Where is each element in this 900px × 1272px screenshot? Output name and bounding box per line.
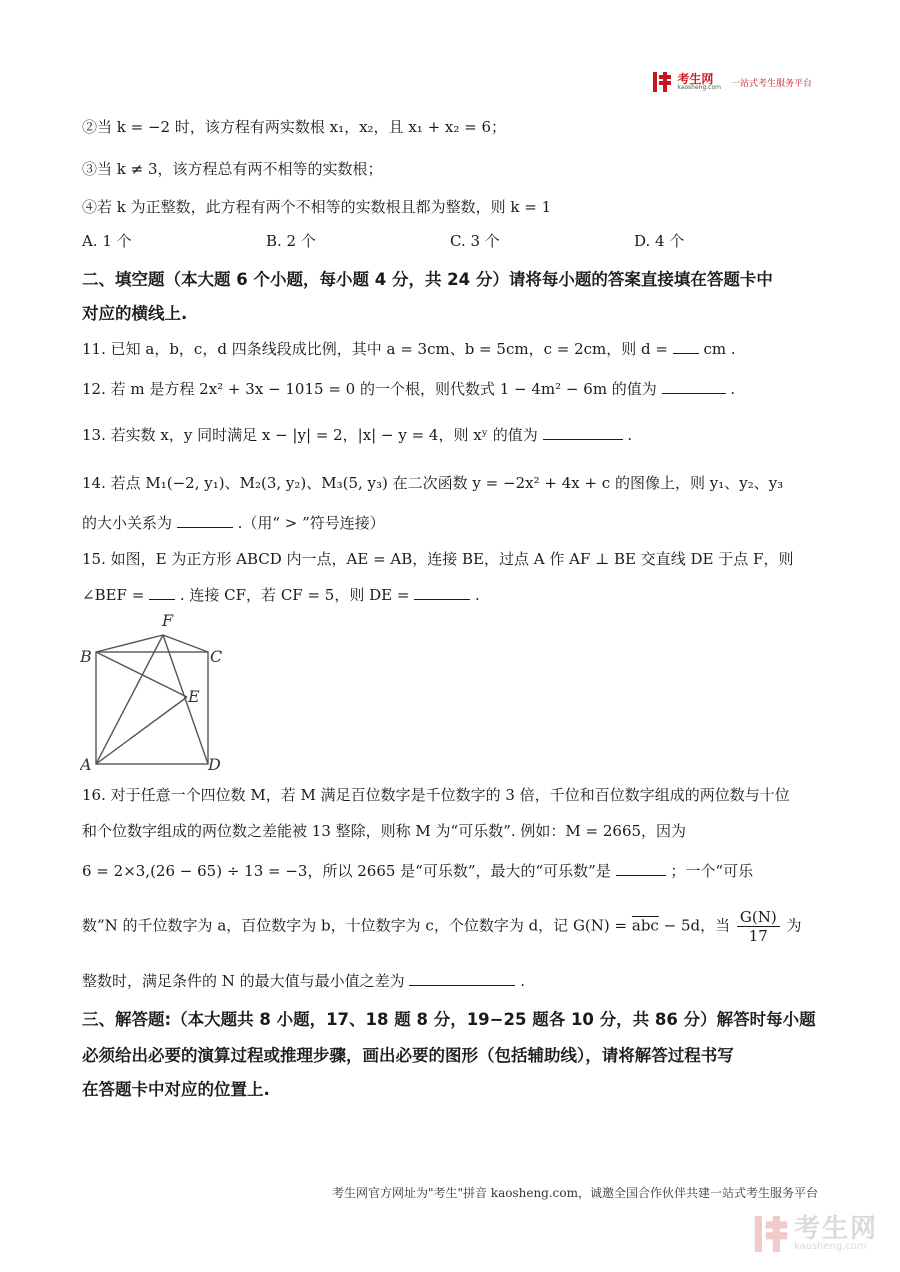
question-16-line2: 和个位数字组成的两位数之差能被 13 整除，则称 M 为“可乐数”. 例如：M = 2665，因为: [82, 822, 687, 840]
section2-title-line1: 二、填空题（本大题 6 个小题，每小题 4 分，共 24 分）请将每小题的答案直接填在答题卡中: [82, 270, 773, 289]
label-c: C: [210, 647, 223, 666]
q15-angle-blank[interactable]: [149, 585, 175, 600]
label-e: E: [188, 687, 200, 706]
label-f: F: [162, 612, 174, 630]
option-d: D. 4 个: [634, 232, 685, 250]
q13-end: .: [627, 426, 633, 444]
logo-url: kaosheng.com: [677, 84, 721, 91]
answer-options: [82, 230, 818, 251]
q11-text: 11. 已知 a，b，c，d 四条线段成比例，其中 a = 3cm、b = 5cm，c = 2cm，则 d =: [82, 340, 668, 358]
watermark: [754, 1216, 878, 1252]
watermark-url: kaosheng.com: [793, 1241, 867, 1252]
section3-title-line2: 必须给出必要的演算过程或推理步骤，画出必要的图形（包括辅助线），请将解答过程书写: [82, 1046, 734, 1065]
q16-example-text: 6 = 2×3,(26 − 65) ÷ 13 = −3，所以 2665 是“可乐数”，最大的“可乐数”是: [82, 862, 611, 880]
q16-max-blank[interactable]: [616, 861, 666, 876]
q15-cf-text: . 连接 CF，若 CF = 5，则 DE =: [179, 586, 410, 604]
segment-fd: [163, 635, 208, 764]
choice-item-4: ④若 k 为正整数，此方程有两个不相等的实数根且都为整数，则 k = 1: [82, 198, 552, 216]
question-16-line5: [82, 970, 818, 991]
q16-diff-text: 整数时，满足条件的 N 的最大值与最小值之差为: [82, 972, 405, 990]
watermark-logo-icon: [754, 1216, 788, 1252]
option-b: B. 2 个: [266, 232, 316, 250]
square-abcd: [96, 652, 208, 764]
q14-text: 的大小关系为: [82, 514, 173, 532]
choice-item-3: ③当 k ≠ 3，该方程总有两不相等的实数根；: [82, 160, 383, 178]
watermark-name: 考生网: [793, 1214, 878, 1244]
segment-bf: [96, 635, 163, 652]
q13-text: 13. 若实数 x，y 同时满足 x − |y| = 2，|x| − y = 4，则 xʸ 的值为: [82, 426, 538, 444]
square-geometry-figure: [80, 612, 240, 772]
question-15-line1: 15. 如图，E 为正方形 ABCD 内一点，AE = AB，连接 BE，过点 A 作 AF ⊥ BE 交直线 DE 于点 F，则: [82, 550, 794, 568]
label-a: A: [80, 755, 92, 772]
q15-end: .: [475, 586, 480, 604]
section2-title-line2: 对应的横线上.: [82, 304, 188, 323]
question-16-line1: 16. 对于任意一个四位数 M，若 M 满足百位数字是千位数字的 3 倍，千位和百位数字组成的两位数与十位: [82, 786, 790, 804]
q16-abc-overline: $\overline{abc}$: [631, 916, 659, 935]
q12-end: .: [730, 380, 736, 398]
q15-angle-text: ∠BEF =: [82, 586, 145, 604]
fraction-denominator: 17: [748, 927, 768, 945]
label-d: D: [208, 755, 221, 772]
header-logo: [653, 72, 812, 92]
q16-continue: ；一个“可乐: [670, 862, 754, 880]
label-b: B: [80, 647, 92, 666]
q14-answer-blank[interactable]: [177, 513, 233, 528]
choice-item-2: ②当 k = −2 时，该方程有两实数根 x₁，x₂，且 x₁ + x₂ = 6；: [82, 118, 507, 136]
section3-title-line3: 在答题卡中对应的位置上.: [82, 1080, 270, 1099]
section3-title-line1: 三、解答题:（本大题共 8 小题，17、18 题 8 分，19−25 题各 10 分，共 86 分）解答时每小题: [82, 1010, 816, 1029]
logo-slogan: 一站式考生服务平台: [730, 78, 812, 89]
q11-unit: cm .: [703, 340, 736, 358]
question-14-line1: 14. 若点 M₁(−2, y₁)、M₂(3, y₂)、M₃(5, y₃) 在二次函数 y = −2x² + 4x + c 的图像上，则 y₁、y₂、y₃: [82, 474, 784, 492]
q16-minus-text: − 5d，当: [663, 916, 731, 935]
question-16-line4: [82, 908, 818, 945]
q11-answer-blank[interactable]: [673, 339, 699, 354]
kaosheng-logo-icon: [653, 72, 671, 92]
q16-fraction: [737, 908, 780, 945]
question-12: [82, 378, 818, 399]
segment-ae: [96, 697, 187, 764]
q16-wei: 为: [786, 916, 802, 935]
figure-svg: [80, 612, 240, 772]
q15-de-blank[interactable]: [414, 585, 470, 600]
question-15-line2: [82, 584, 818, 605]
q13-answer-blank[interactable]: [543, 425, 623, 440]
segment-fc: [163, 635, 208, 652]
question-14-line2: [82, 512, 818, 533]
fraction-numerator: G(N): [737, 908, 780, 927]
q16-def-text: 数”N 的千位数字为 a，百位数字为 b，十位数字为 c，个位数字为 d，记 G(N) =: [82, 916, 628, 935]
q12-answer-blank[interactable]: [662, 379, 726, 394]
question-11: [82, 338, 818, 359]
logo-name: 考生网: [677, 72, 714, 86]
q16-end: .: [520, 972, 526, 990]
q14-note: .（用“ > ”符号连接）: [237, 514, 385, 532]
footer-text: 考生网官方网址为"考生"拼音 kaosheng.com，诚邀全国合作伙伴共建一站式考生服务平台: [331, 1186, 818, 1200]
segment-af: [96, 635, 163, 764]
option-a: A. 1 个: [82, 232, 132, 250]
question-13: [82, 424, 818, 445]
q12-text: 12. 若 m 是方程 2x² + 3x − 1015 = 0 的一个根，则代数式 1 − 4m² − 6m 的值为: [82, 380, 657, 398]
question-16-line3: [82, 860, 818, 881]
option-c: C. 3 个: [450, 232, 500, 250]
segment-be: [96, 652, 187, 697]
q16-diff-blank[interactable]: [409, 971, 515, 986]
